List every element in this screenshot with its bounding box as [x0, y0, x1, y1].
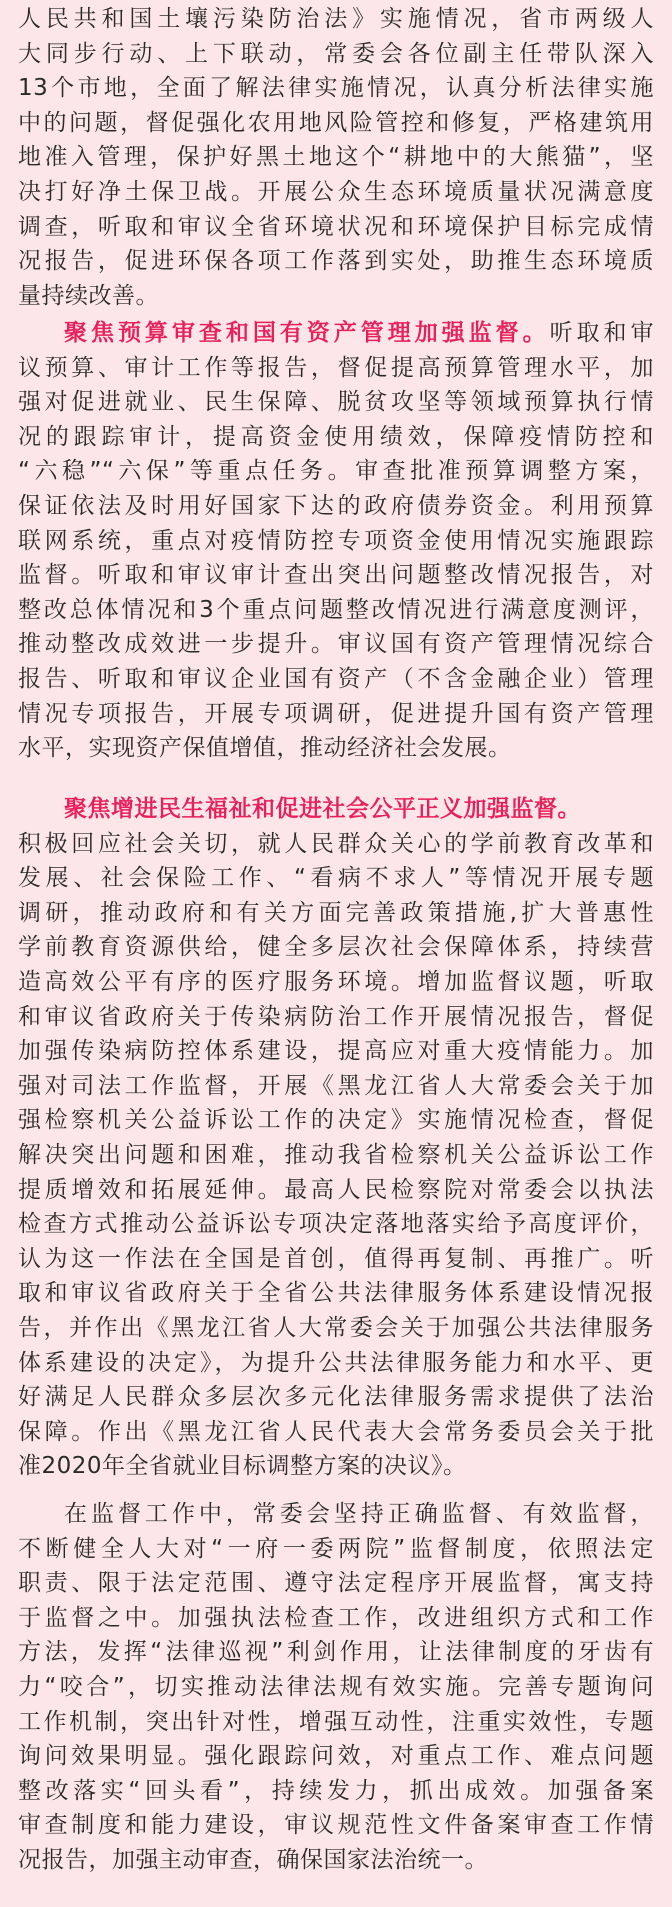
- paragraph-supervision-work: [18, 1497, 654, 1878]
- text-line: 地准入管理，保护好黑土地这个“耕地中的大熊猫”，坚: [18, 144, 654, 171]
- paragraph-first-line: [18, 316, 654, 351]
- text-line: 造高效公平有序的医疗服务环境。增加监督议题，听取: [18, 968, 654, 995]
- text-line: 大同步行动、上下联动，常委会各位副主任带队深入: [18, 40, 654, 67]
- text-line: 调查，听取和审议全省环境状况和环境保护目标完成情: [18, 213, 654, 240]
- text-line: 工作机制，突出针对性，增强互动性，注重实效性，专题: [18, 1708, 654, 1735]
- text-line: 询问效果明显。强化跟踪问效，对重点工作、难点问题: [18, 1743, 654, 1770]
- text-line: “六稳”“六保”等重点任务。审查批准预算调整方案，: [18, 458, 654, 485]
- text-line: 决打好净土保卫战。开展公众生态环境质量状况满意度: [18, 178, 654, 205]
- paragraph-livelihood-supervision: [18, 792, 654, 1484]
- top-edge: [0, 0, 672, 4]
- text-line: 强对司法工作监督，开展《黑龙江省人大常委会关于加: [18, 1072, 654, 1099]
- text-line: 调研，推动政府和有关方面完善政策措施,扩大普惠性: [18, 899, 654, 926]
- heading-tail-text: 听取和审: [549, 320, 654, 346]
- text-line: 人民共和国土壤污染防治法》实施情况，省市两级人: [18, 6, 654, 32]
- text-line: 监督。听取和审议审计查出突出问题整改情况报告，对: [18, 562, 654, 589]
- text-line: 13个市地，全面了解法律实施情况，认真分析法律实施: [18, 75, 654, 102]
- text-line: 学前教育资源供给，健全多层次社会保障体系，持续营: [18, 934, 654, 961]
- text-line: 联网系统，重点对疫情防控专项资金使用情况实施跟踪: [18, 527, 654, 554]
- text-line: 况报告，加强主动审查，确保国家法治统一。: [18, 1846, 488, 1873]
- text-line: 保障。作出《黑龙江省人民代表大会常务委员会关于批: [18, 1418, 654, 1445]
- text-line: 方法，发挥“法律巡视”利剑作用，让法律制度的牙齿有: [18, 1639, 654, 1666]
- text-line: 力“咬合”，切实推动法律法规有效实施。完善专题询问: [18, 1673, 654, 1700]
- paragraph-first-line: 在监督工作中，常委会坚持正确监督、有效监督，: [64, 1501, 654, 1527]
- text-line: 取和审议省政府关于全省公共法律服务体系建设情况报: [18, 1280, 654, 1307]
- text-line: 和审议省政府关于传染病防治工作开展情况报告，督促: [18, 1003, 654, 1030]
- text-line: 告，并作出《黑龙江省人大常委会关于加强公共法律服务: [18, 1314, 654, 1341]
- text-line: 强对促进就业、民生保障、脱贫攻坚等领域预算执行情: [18, 389, 654, 416]
- text-line: 中的问题，督促强化农用地风险管控和修复，严格建筑用: [18, 109, 654, 136]
- text-line: 积极回应社会关切，就人民群众关心的学前教育改革和: [18, 830, 654, 857]
- text-line: 强检察机关公益诉讼工作的决定》实施情况检查，督促: [18, 1107, 654, 1134]
- paragraph-first-line: [18, 792, 654, 827]
- text-line: 不断健全人大对“一府一委两院”监督制度，依照法定: [18, 1535, 654, 1562]
- text-line: 量持续改善。: [18, 282, 159, 309]
- text-line: 审查制度和能力建设，审议规范性文件备案审查工作情: [18, 1812, 654, 1839]
- text-line: 推动整改成效进一步提升。审议国有资产管理情况综合: [18, 631, 654, 658]
- text-line: 职责、限于法定范围、遵守法定程序开展监督，寓支持: [18, 1570, 654, 1597]
- text-line: 认为这一作法在全国是首创，值得再复制、再推广。听: [18, 1245, 654, 1272]
- text-line: 报告、听取和审议企业国有资产（不含金融企业）管理: [18, 665, 654, 692]
- text-line: 准2020年全省就业目标调整方案的决议》。: [18, 1453, 467, 1480]
- text-line: 情况专项报告，开展专项调研，促进提升国有资产管理: [18, 700, 654, 727]
- text-line: 提质增效和拓展延伸。最高人民检察院对常委会以执法: [18, 1176, 654, 1203]
- text-line: 检查方式推动公益诉讼专项决定落地落实给予高度评价，: [18, 1211, 654, 1238]
- text-line: 整改总体情况和3个重点问题整改情况进行满意度测评，: [18, 596, 654, 623]
- paragraph-soil-law: [18, 2, 654, 313]
- text-line: 议预算、审计工作等报告，督促提高预算管理水平，加: [18, 354, 654, 381]
- text-line: 体系建设的决定》，为提升公共法律服务能力和水平、更: [18, 1349, 654, 1376]
- section-heading: 聚焦预算审查和国有资产管理加强监督。: [64, 320, 550, 346]
- text-line: 解决突出问题和困难，推动我省检察机关公益诉讼工作: [18, 1141, 654, 1168]
- section-heading: 聚焦增进民生福祉和促进社会公平正义加强监督。: [64, 796, 581, 822]
- text-line: 好满足人民群众多层次多元化法律服务需求提供了法治: [18, 1384, 654, 1411]
- text-line: 况的跟踪审计，提高资金使用绩效，保障疫情防控和: [18, 423, 654, 450]
- text-line: 于监督之中。加强执法检查工作，改进组织方式和工作: [18, 1604, 654, 1631]
- text-line: 发展、社会保险工作、“看病不求人”等情况开展专题: [18, 865, 654, 892]
- text-line: 保证依法及时用好国家下达的政府债券资金。利用预算: [18, 492, 654, 519]
- text-line: 加强传染病防控体系建设，提高应对重大疫情能力。加: [18, 1038, 654, 1065]
- paragraph-budget-supervision: [18, 316, 654, 766]
- text-line: 水平，实现资产保值增值，推动经济社会发展。: [18, 735, 512, 762]
- text-line: 况报告，促进环保各项工作落到实处，助推生态环境质: [18, 248, 654, 275]
- text-line: 整改落实“回头看”，持续发力，抓出成效。加强备案: [18, 1777, 654, 1804]
